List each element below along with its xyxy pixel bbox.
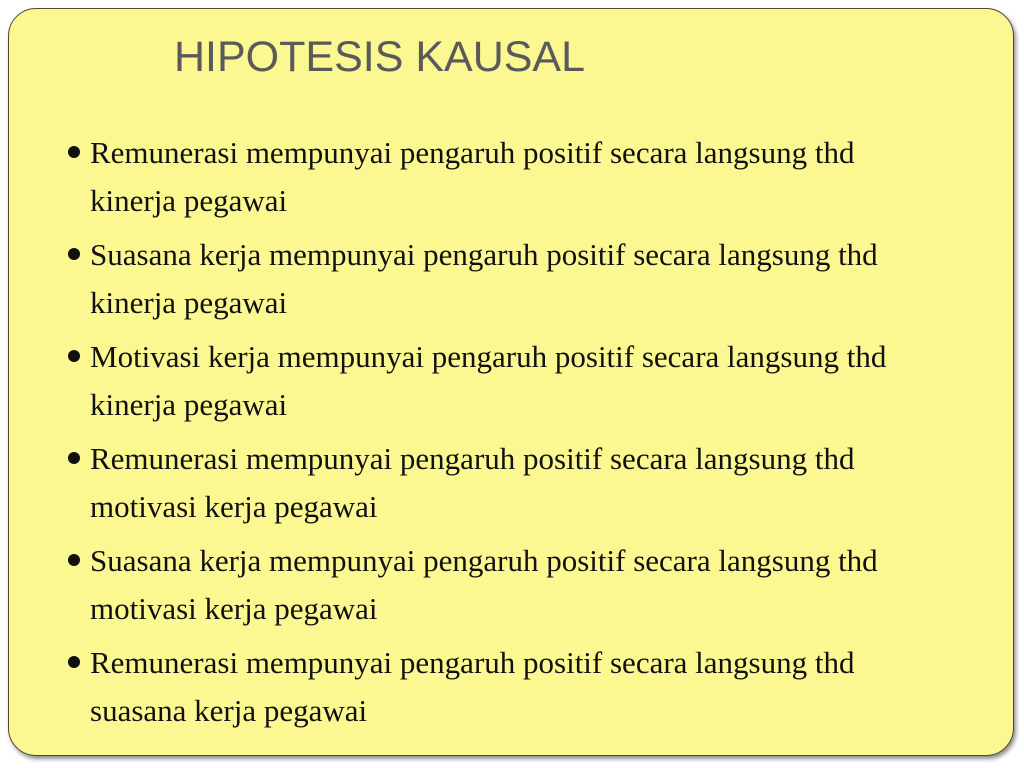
- bullet-item: [67, 129, 997, 225]
- bullet-dot-icon: [68, 452, 80, 464]
- slide-panel: [8, 8, 1014, 756]
- bullet-item: [67, 333, 997, 429]
- bullet-item: [67, 639, 997, 735]
- slide-title: HIPOTESIS KAUSAL: [174, 33, 586, 81]
- bullet-text-line1: Suasana kerja mempunyai pengaruh positif secara langsung thd: [90, 543, 878, 578]
- bullet-item: [67, 435, 997, 531]
- bullet-text-line1: Suasana kerja mempunyai pengaruh positif secara langsung thd: [90, 237, 878, 272]
- bullet-dot-icon: [68, 146, 80, 158]
- bullet-text-line1: Remunerasi mempunyai pengaruh positif secara langsung thd: [90, 441, 855, 476]
- bullet-dot-icon: [68, 350, 80, 362]
- bullet-text-line2: suasana kerja pegawai: [90, 693, 368, 728]
- bullet-dot-icon: [68, 248, 80, 260]
- bullet-text-line1: Remunerasi mempunyai pengaruh positif secara langsung thd: [90, 645, 855, 680]
- bullet-text-line2: motivasi kerja pegawai: [90, 489, 378, 524]
- bullet-dot-icon: [68, 554, 80, 566]
- bullet-text-line2: kinerja pegawai: [90, 387, 288, 422]
- bullet-text-line2: kinerja pegawai: [90, 285, 288, 320]
- bullet-dot-icon: [68, 656, 80, 668]
- bullet-text-line1: Remunerasi mempunyai pengaruh positif secara langsung thd: [90, 135, 855, 170]
- bullet-list: [67, 129, 997, 741]
- bullet-item: [67, 231, 997, 327]
- bullet-text-line1: Motivasi kerja mempunyai pengaruh positif secara langsung thd: [90, 339, 887, 374]
- bullet-text-line2: motivasi kerja pegawai: [90, 591, 378, 626]
- bullet-item: [67, 537, 997, 633]
- bullet-text-line2: kinerja pegawai: [90, 183, 288, 218]
